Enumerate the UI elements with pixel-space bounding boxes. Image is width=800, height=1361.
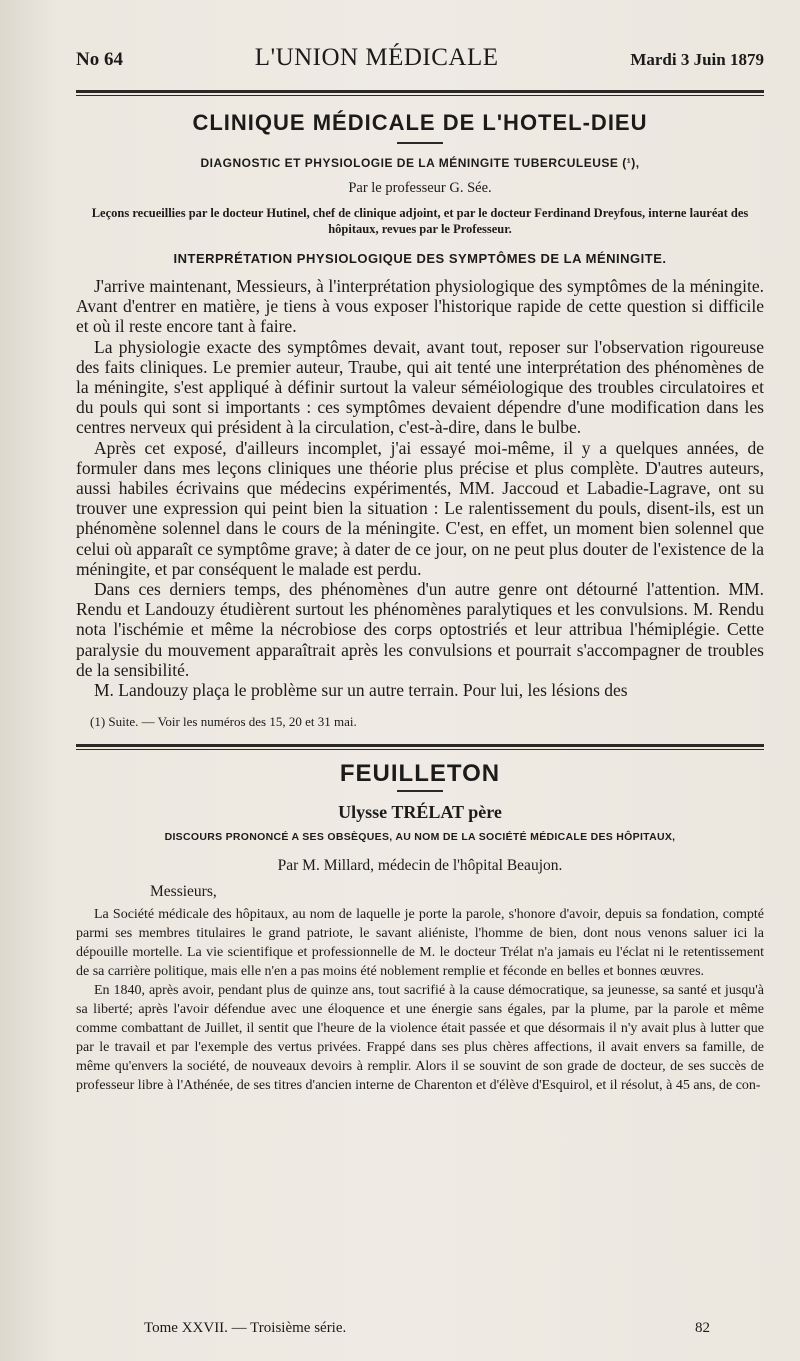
article-subtitle: DIAGNOSTIC ET PHYSIOLOGIE DE LA MÉNINGITE TUBERCULEUSE (¹), [200, 156, 640, 170]
article-paragraph: Dans ces derniers temps, des phénomènes d'un autre genre ont détourné l'attention. MM. Rendu et Landouzy étudièrent surtout les phénomènes paralytiques et les convulsions. M. Rendu nota l'ischémie et même la nécrobiose des corps optostriés et leur attribua l'hémiplégie. Cette paralysie du mouvement apparaîtrait après les convulsions et pourrait s'accompagner de troubles de la sensibilité. [76, 579, 764, 680]
feuilleton-title: Ulysse TRÉLAT père [338, 802, 502, 823]
page-header [76, 44, 764, 72]
feuilleton-paragraph: La Société médicale des hôpitaux, au nom de laquelle je porte la parole, s'honore d'avoir, depuis sa fondation, compté parmi ses membres titulaires le grand patriote, le savant aliéniste, l'homme de bien, dont nous venons saluer ici la dépouille mortelle. La vie scientifique et professionnelle de M. le docteur Trélat n'a jamais eu l'éclat ni le retentissement de sa carrière politique, mais elle n'en a pas moins été noblement remplie et féconde en belles et bonnes œuvres. [76, 907, 764, 980]
article-paragraph: Après cet exposé, d'ailleurs incomplet, j'ai essayé moi-même, il y a quelques années, de formuler dans mes leçons cliniques une théorie plus précise et plus complète. D'autres auteurs, aussi habiles écrivains que médecins expérimentés, MM. Jaccoud et Labadie-Lagrave, ont su trouver une expression qui peint bien la situation : Le ralentissement du pouls, disent-ils, est un phénomène solennel dans le cours de la méningite. C'est, en effet, un moment bien solennel que celui où apparaît ce symptôme grave; à dater de ce jour, on ne peut plus douter de l'existence de la méningite, et par conséquent le malade est perdu. [76, 437, 764, 579]
feuilleton-author: Par M. Millard, médecin de l'hôpital Beaujon. [277, 857, 563, 875]
feuilleton-salutation: Messieurs, [150, 883, 217, 901]
article-paragraph: M. Landouzy plaça le problème sur un autre terrain. Pour lui, les lésions des [94, 680, 628, 701]
feuilleton-paragraph: En 1840, après avoir, pendant plus de quinze ans, tout sacrifié à la cause démocratique, sa jeunesse, sa santé et jusqu'à sa liberté; après l'avoir défendue avec une éloquence et une énergie sans égales, par la plume, par la parole et même comme combattant de Juillet, il sentit que l'heure de la violence était passée et que désormais il n'y avait plus à lutter que par le travail et par l'exemple des vertus privées. Frappé dans ses plus chères affections, il avait envers sa famille, de même qu'envers la société, de nouveaux devoirs à remplir. Alors il se souvint de son grade de docteur, de ses succès de professeur libre à l'Athénée, de ses titres d'ancien interne de Charenton et d'élève d'Esquirol, et il résolut, à 45 ans, de con- [76, 983, 764, 1094]
article-credits: Leçons recueillies par le docteur Hutinel, chef de clinique adjoint, et par le docteur Ferdinand Dreyfous, interne lauréat des hôpitaux, revues par le Professeur. [91, 206, 749, 236]
article-paragraph: La physiologie exacte des symptômes devait, avant tout, reposer sur l'observation rigoureuse des faits cliniques. Le premier auteur, Traube, qui ait tenté une interprétation des phénomènes de la méningite, s'est appliqué à définir surtout la valeur séméiologique des troubles circulatoires et du pouls qui sont si importants : ces symptômes devaient dépendre d'une modification dans les centres nerveux qui président à la circulation, c'est-à-dire, dans le bulbe. [76, 336, 764, 438]
section-heading: INTERPRÉTATION PHYSIOLOGIQUE DES SYMPTÔMES DE LA MÉNINGITE. [173, 251, 667, 266]
article-body [76, 276, 764, 700]
feuilleton-divider [397, 790, 443, 792]
page-number: 82 [695, 1320, 710, 1336]
article-title: CLINIQUE MÉDICALE DE L'HOTEL-DIEU [192, 110, 648, 135]
article-footnote: (1) Suite. — Voir les numéros des 15, 20 et 31 mai. [90, 714, 357, 730]
page-footer [144, 1320, 710, 1337]
header-rule [76, 90, 764, 96]
article-paragraph: J'arrive maintenant, Messieurs, à l'interprétation physiologique des symptômes de la méningite. Avant d'entrer en matière, je tiens à vous exposer l'historique rapide de cette question si difficile et où il reste encore tant à faire. [76, 276, 764, 337]
issue-number: No 64 [76, 49, 123, 70]
feuilleton-rule [76, 744, 764, 750]
journal-title: L'UNION MÉDICALE [254, 44, 499, 71]
volume-label: Tome XXVII. — Troisième série. [144, 1320, 347, 1336]
title-divider [397, 142, 443, 144]
article-byline: Par le professeur G. Sée. [348, 180, 492, 196]
feuilleton-body [76, 905, 764, 1095]
feuilleton-discours: DISCOURS PRONONCÉ A SES OBSÈQUES, AU NOM DE LA SOCIÉTÉ MÉDICALE DES HÔPITAUX, [164, 831, 676, 844]
issue-date: Mardi 3 Juin 1879 [630, 50, 764, 69]
feuilleton-heading: FEUILLETON [339, 760, 501, 788]
